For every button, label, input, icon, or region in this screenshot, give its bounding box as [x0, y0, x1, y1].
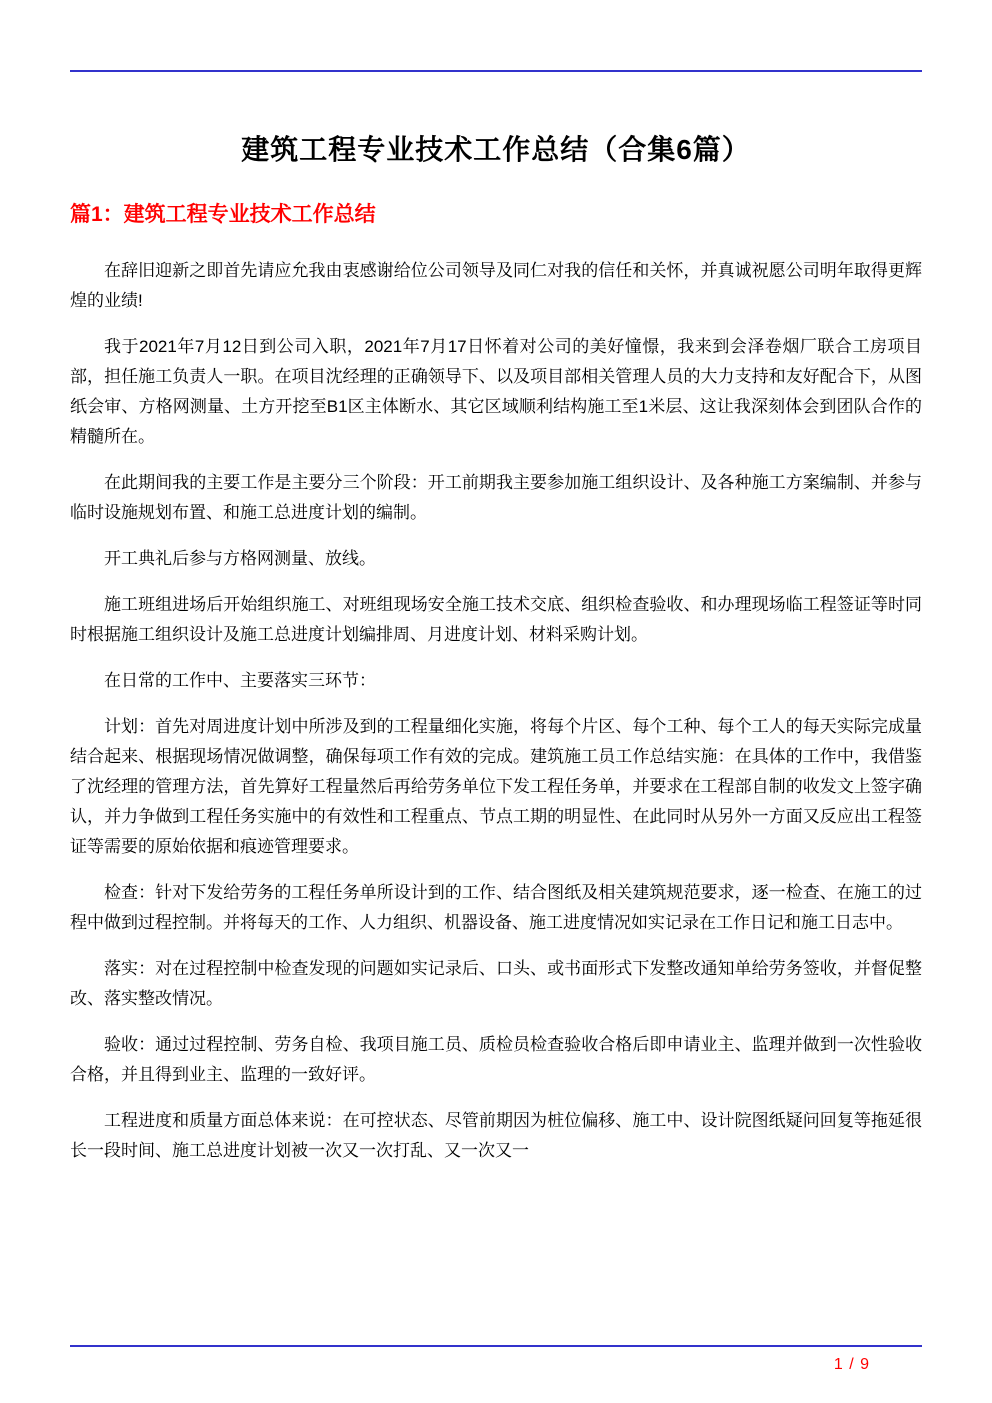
paragraph: 检查：针对下发给劳务的工程任务单所设计到的工作、结合图纸及相关建筑规范要求，逐一检查、在施工的过程中做到过程控制。并将每天的工作、人力组织、机器设备、施工进度情况如实记录在工作日记和施工日志中。 [70, 883, 922, 932]
paragraph: 在日常的工作中、主要落实三环节： [104, 671, 376, 690]
document-content [70, 128, 922, 1182]
paragraph: 在此期间我的主要工作是主要分三个阶段：开工前期我主要参加施工组织设计、及各种施工方案编制、并参与临时设施规划布置、和施工总进度计划的编制。 [70, 473, 922, 522]
paragraph: 我于2021年7月12日到公司入职，2021年7月17日怀着对公司的美好憧憬，我来到会泽卷烟厂联合工房项目部，担任施工负责人一职。在项目沈经理的正确领导下、以及项目部相关管理人员的大力支持和友好配合下，从图纸会审、方格网测量、土方开挖至B1区主体断水、其它区域顺利结构施工至1米层、这让我深刻体会到团队合作的精髓所在。 [70, 337, 922, 446]
document-title: 建筑工程专业技术工作总结（合集6篇） [241, 134, 751, 165]
paragraph: 工程进度和质量方面总体来说：在可控状态、尽管前期因为桩位偏移、施工中、设计院图纸疑问回复等拖延很长一段时间、施工总进度计划被一次又一次打乱、又一次又一 [70, 1111, 922, 1160]
paragraph: 计划：首先对周进度计划中所涉及到的工程量细化实施，将每个片区、每个工种、每个工人的每天实际完成量结合起来、根据现场情况做调整，确保每项工作有效的完成。建筑施工员工作总结实施：在具体的工作中，我借鉴了沈经理的管理方法，首先算好工程量然后再给劳务单位下发工程任务单，并要求在工程部自制的收发文上签字确认，并力争做到工程任务实施中的有效性和工程重点、节点工期的明显性、在此同时从另外一方面又反应出工程签证等需要的原始依据和痕迹管理要求。 [70, 717, 922, 856]
page-number: 1 / 9 [833, 1356, 870, 1373]
footer-rule [70, 1345, 922, 1347]
paragraph: 施工班组进场后开始组织施工、对班组现场安全施工技术交底、组织检查验收、和办理现场临工程签证等时同时根据施工组织设计及施工总进度计划编排周、月进度计划、材料采购计划。 [70, 595, 922, 644]
paragraph: 开工典礼后参与方格网测量、放线。 [104, 549, 376, 568]
paragraph: 验收：通过过程控制、劳务自检、我项目施工员、质检员检查验收合格后即申请业主、监理并做到一次性验收合格，并且得到业主、监理的一致好评。 [70, 1035, 922, 1084]
paragraph: 在辞旧迎新之即首先请应允我由衷感谢给位公司领导及同仁对我的信任和关怀，并真诚祝愿公司明年取得更辉煌的业绩! [70, 261, 922, 310]
section-heading: 篇1：建筑工程专业技术工作总结 [70, 203, 376, 226]
paragraph: 落实：对在过程控制中检查发现的问题如实记录后、口头、或书面形式下发整改通知单给劳务签收，并督促整改、落实整改情况。 [70, 959, 922, 1008]
header-rule [70, 70, 922, 72]
